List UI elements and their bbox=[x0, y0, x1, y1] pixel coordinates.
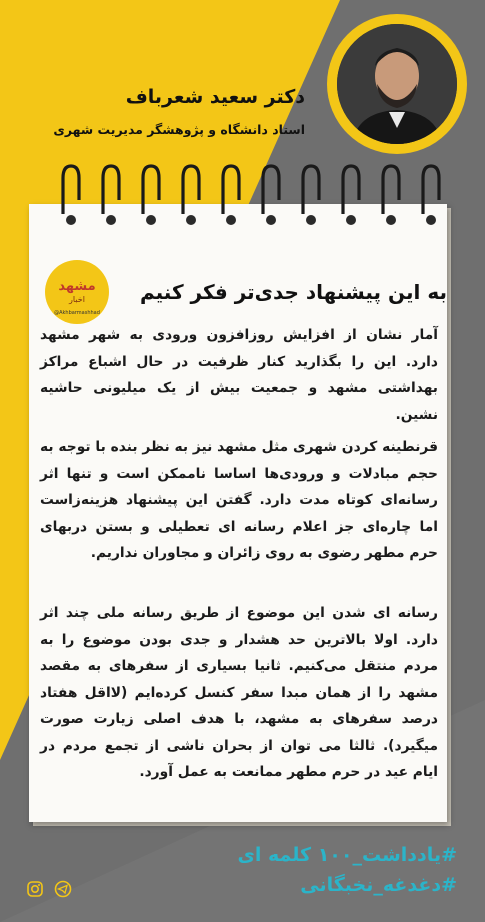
paragraph-2: قرنطینه کردن شهری مثل مشهد نیز به نظر بنده با توجه به حجم مبادلات و ورودی‌ها اساسا ناممکن است و تنها اثر رسانه‌ای کوتاه مدت دارد. گفتن این پیشنهاد هزینه‌زاست اما چاره‌ای جز اعلام رسانه ای تعطیلی و بستن دربهای حرم مطهر رضوی به روی زائران و مجاوران نداریم. bbox=[40, 439, 438, 561]
hashtag-1[interactable]: #یادداشت_۱۰۰ کلمه ای bbox=[237, 844, 457, 866]
paragraph-1: آمار نشان از افزایش روزافزون ورودی به شهر مشهد دارد. این را بگذارید کنار ظرفیت در حال اشباع مراکز بهداشتی مشهد و جمعیت بیش از یک میلیونی حاشیه نشین. bbox=[40, 327, 438, 423]
svg-text:مشهد: مشهد bbox=[58, 279, 96, 294]
paragraph-3: رسانه ای شدن این موضوع از طریق رسانه ملی چند اثر دارد. اولا بالاترین حد هشدار و جدی بودن موضوع را به مردم منتقل می‌کنیم. ثانیا بسیاری از سفرهای به مقصد مشهد را از همان مبدا سفر کنسل کرده‌ایم (لااقل هفتاد درصد سفرهای به مشهد، با هدف اصلی زیارت صورت میگیرد). ثالثا می توان از بحران ناشی از تجمع مردم در ایام عید در حرم مطهر ممانعت به عمل آورد. bbox=[40, 605, 438, 780]
headline: به این پیشنهاد جدی‌تر فکر کنیم bbox=[139, 280, 447, 304]
author-name: دکتر سعید شعرباف bbox=[125, 86, 305, 108]
svg-text:اخبار: اخبار bbox=[69, 295, 85, 304]
svg-text:@Akhbarmashhad: @Akhbarmashhad bbox=[54, 310, 100, 316]
hashtag-2[interactable]: #دغدغه_نخبگانی bbox=[300, 874, 457, 896]
social-icons bbox=[26, 880, 72, 902]
instagram-icon[interactable] bbox=[26, 880, 44, 902]
telegram-icon[interactable] bbox=[54, 880, 72, 902]
spiral-binding bbox=[0, 0, 485, 240]
hashtags bbox=[237, 840, 457, 900]
akhbar-mashhad-logo bbox=[45, 260, 109, 324]
author-role: استاد دانشگاه و پژوهشگر مدیریت شهری bbox=[53, 122, 305, 137]
